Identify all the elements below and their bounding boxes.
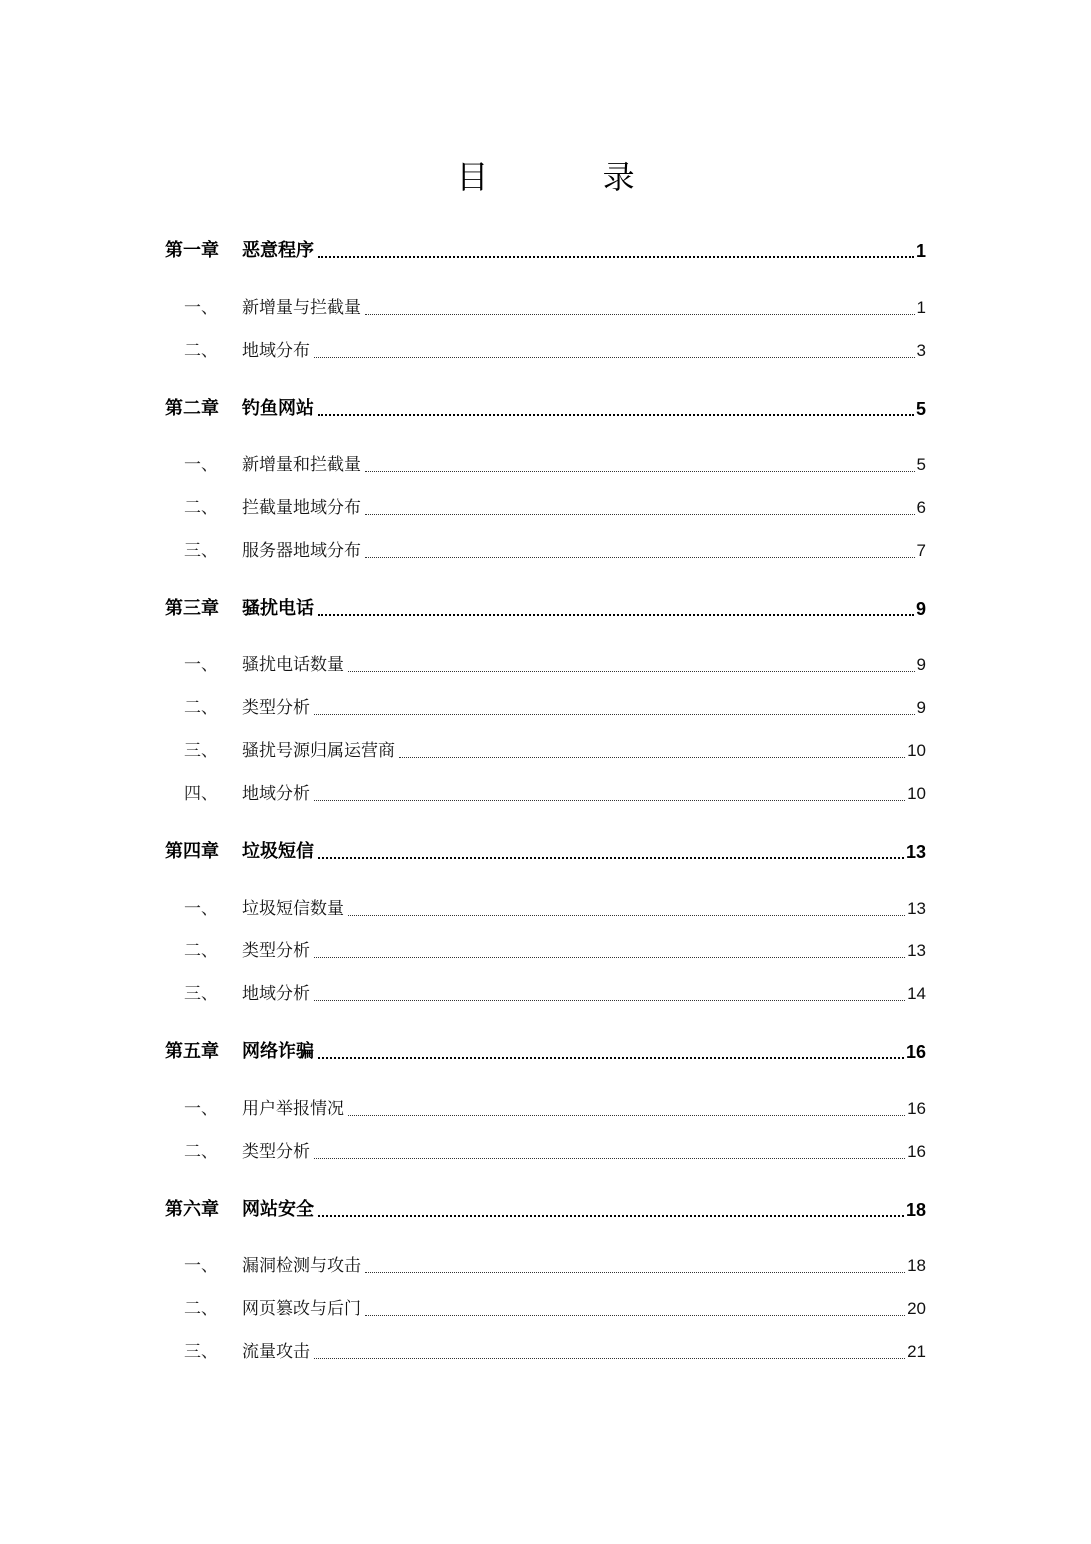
page-title: 目 录	[456, 158, 687, 196]
toc-page-number: 13	[907, 899, 926, 918]
toc-section-6-1[interactable]	[165, 1249, 926, 1277]
toc-label: 流量攻击	[242, 1342, 310, 1362]
dot-leader	[314, 714, 915, 715]
toc-section-3-4[interactable]	[165, 777, 926, 805]
toc-label: 恶意程序	[242, 240, 314, 261]
toc-number: 一、	[184, 899, 218, 919]
toc-page-number: 3	[916, 341, 926, 360]
toc-section-3-1[interactable]	[165, 648, 926, 676]
toc-number: 二、	[184, 941, 218, 961]
toc-chapter-3[interactable]	[165, 592, 926, 620]
dot-leader	[365, 314, 915, 315]
toc-section-5-2[interactable]	[165, 1135, 926, 1163]
toc-page-number: 16	[907, 1099, 926, 1118]
dot-leader	[365, 471, 915, 472]
toc-page-number: 13	[905, 842, 926, 862]
toc-label: 类型分析	[242, 941, 310, 961]
dot-leader	[365, 557, 915, 558]
dot-leader	[314, 1000, 905, 1001]
toc-number: 三、	[184, 741, 218, 761]
toc-section-3-3[interactable]	[165, 734, 926, 762]
toc-number: 第一章	[165, 240, 219, 261]
toc-chapter-6[interactable]	[165, 1193, 926, 1221]
toc-number: 第三章	[165, 598, 219, 619]
dot-leader	[314, 800, 905, 801]
toc-section-6-2[interactable]	[165, 1292, 926, 1320]
toc-section-3-2[interactable]	[165, 691, 926, 719]
toc-label: 服务器地域分布	[242, 541, 361, 561]
toc-label: 地域分析	[242, 984, 310, 1004]
toc-page-number: 6	[916, 498, 926, 517]
dot-leader	[318, 1057, 904, 1059]
toc-page-number: 9	[916, 655, 926, 674]
toc-number: 一、	[184, 1256, 218, 1276]
toc-chapter-4[interactable]	[165, 835, 926, 863]
toc-page-number: 14	[907, 984, 926, 1003]
toc-number: 一、	[184, 655, 218, 675]
toc-page-number: 5	[916, 455, 926, 474]
toc-label: 用户举报情况	[242, 1099, 344, 1119]
toc-label: 网络诈骗	[242, 1041, 314, 1062]
dot-leader	[318, 857, 904, 859]
toc-label: 垃圾短信数量	[242, 899, 344, 919]
dot-leader	[399, 757, 905, 758]
toc-number: 三、	[184, 541, 218, 561]
toc-label: 骚扰电话数量	[242, 655, 344, 675]
toc-number: 第二章	[165, 398, 219, 419]
toc-section-1-1[interactable]	[165, 291, 926, 319]
toc-section-1-2[interactable]	[165, 334, 926, 362]
toc-section-2-1[interactable]	[165, 448, 926, 476]
toc-section-4-2[interactable]	[165, 934, 926, 962]
toc-label: 骚扰号源归属运营商	[242, 741, 395, 761]
toc-number: 第六章	[165, 1199, 219, 1220]
toc-page-number: 21	[907, 1342, 926, 1361]
dot-leader	[365, 514, 915, 515]
toc-chapter-1[interactable]	[165, 234, 926, 262]
toc-page-number: 1	[916, 298, 926, 317]
toc-number: 第五章	[165, 1041, 219, 1062]
dot-leader	[314, 357, 915, 358]
toc-label: 钓鱼网站	[242, 398, 314, 419]
toc-page-number: 16	[905, 1042, 926, 1062]
toc-chapter-2[interactable]	[165, 392, 926, 420]
toc-page-number: 1	[915, 241, 926, 261]
dot-leader	[365, 1272, 905, 1273]
toc-number: 一、	[184, 298, 218, 318]
toc-label: 类型分析	[242, 698, 310, 718]
toc-label: 新增量和拦截量	[242, 455, 361, 475]
dot-leader	[318, 256, 914, 258]
toc-label: 漏洞检测与攻击	[242, 1256, 361, 1276]
dot-leader	[314, 957, 905, 958]
dot-leader	[314, 1158, 905, 1159]
toc-number: 二、	[184, 1142, 218, 1162]
toc-section-5-1[interactable]	[165, 1092, 926, 1120]
dot-leader	[318, 614, 914, 616]
toc-page-number: 9	[915, 599, 926, 619]
toc-section-2-3[interactable]	[165, 534, 926, 562]
toc-label: 拦截量地域分布	[242, 498, 361, 518]
toc-chapter-5[interactable]	[165, 1035, 926, 1063]
dot-leader	[318, 414, 914, 416]
toc-label: 类型分析	[242, 1142, 310, 1162]
toc-page-number: 13	[907, 941, 926, 960]
toc-label: 地域分布	[242, 341, 310, 361]
toc-section-4-1[interactable]	[165, 892, 926, 920]
toc-section-2-2[interactable]	[165, 491, 926, 519]
dot-leader	[318, 1215, 904, 1217]
toc-number: 一、	[184, 455, 218, 475]
toc-number: 二、	[184, 341, 218, 361]
toc-page-number: 10	[907, 784, 926, 803]
toc-label: 骚扰电话	[242, 598, 314, 619]
toc-number: 二、	[184, 698, 218, 718]
toc-label: 网页篡改与后门	[242, 1299, 361, 1319]
toc-page-number: 5	[915, 399, 926, 419]
toc-page-number: 18	[905, 1200, 926, 1220]
dot-leader	[348, 915, 905, 916]
dot-leader	[314, 1358, 905, 1359]
toc-label: 网站安全	[242, 1199, 314, 1220]
toc-number: 第四章	[165, 841, 219, 862]
toc-section-6-3[interactable]	[165, 1335, 926, 1363]
dot-leader	[348, 671, 915, 672]
toc-page-number: 20	[907, 1299, 926, 1318]
toc-number: 二、	[184, 1299, 218, 1319]
dot-leader	[348, 1115, 905, 1116]
toc-number: 三、	[184, 984, 218, 1004]
toc-number: 一、	[184, 1099, 218, 1119]
toc-label: 地域分析	[242, 784, 310, 804]
toc-number: 三、	[184, 1342, 218, 1362]
toc-page-number: 18	[907, 1256, 926, 1275]
toc-page-number: 16	[907, 1142, 926, 1161]
toc-number: 四、	[184, 784, 218, 804]
toc-label: 新增量与拦截量	[242, 298, 361, 318]
toc-section-4-3[interactable]	[165, 977, 926, 1005]
toc-page-number: 9	[916, 698, 926, 717]
toc-number: 二、	[184, 498, 218, 518]
toc-page-number: 7	[916, 541, 926, 560]
toc-label: 垃圾短信	[242, 841, 314, 862]
dot-leader	[365, 1315, 905, 1316]
toc-page-number: 10	[907, 741, 926, 760]
